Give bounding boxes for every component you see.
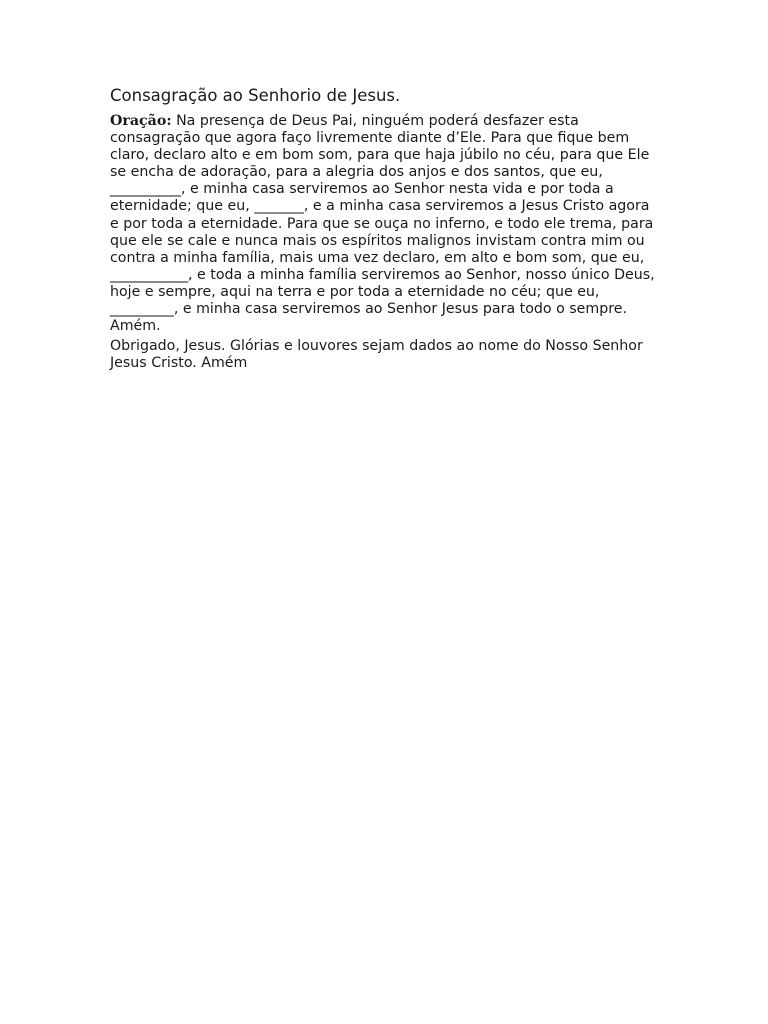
prayer-text: Na presença de Deus Pai, ninguém poderá desfazer esta consagração que agora faço livremente diante d’Ele. Para que fique bem claro, declaro alto e em bom som, para que haja júbilo no céu, para que Ele se encha de adoração, para a alegria dos anjos e dos santos, que eu, __________, e minha casa serviremos ao Senhor nesta vida e por toda a eternidade; que eu, _______, e a minha casa serviremos a Jesus Cristo agora e por toda a eternidade. Para que se ouça no inferno, e todo ele trema, para que ele se cale e nunca mais os espíritos malignos invistam contra mim ou contra a minha família, mais uma vez declaro, em alto e bom som, que eu, ___________, e toda a minha família serviremos ao Senhor, nosso único Deus, hoje e sempre, aqui na terra e por toda a eternidade no céu; que eu, _________, e minha casa serviremos ao Senhor Jesus para todo o sempre. Amém. bbox=[110, 113, 655, 335]
prayer-paragraph bbox=[110, 113, 662, 335]
document-page bbox=[110, 86, 662, 375]
document-title: Consagração ao Senhorio de Jesus. bbox=[110, 86, 401, 105]
closing-paragraph: Obrigado, Jesus. Glórias e louvores sejam dados ao nome do Nosso Senhor Jesus Cristo. Amém bbox=[110, 338, 643, 372]
prayer-label: Oração: bbox=[110, 113, 172, 129]
